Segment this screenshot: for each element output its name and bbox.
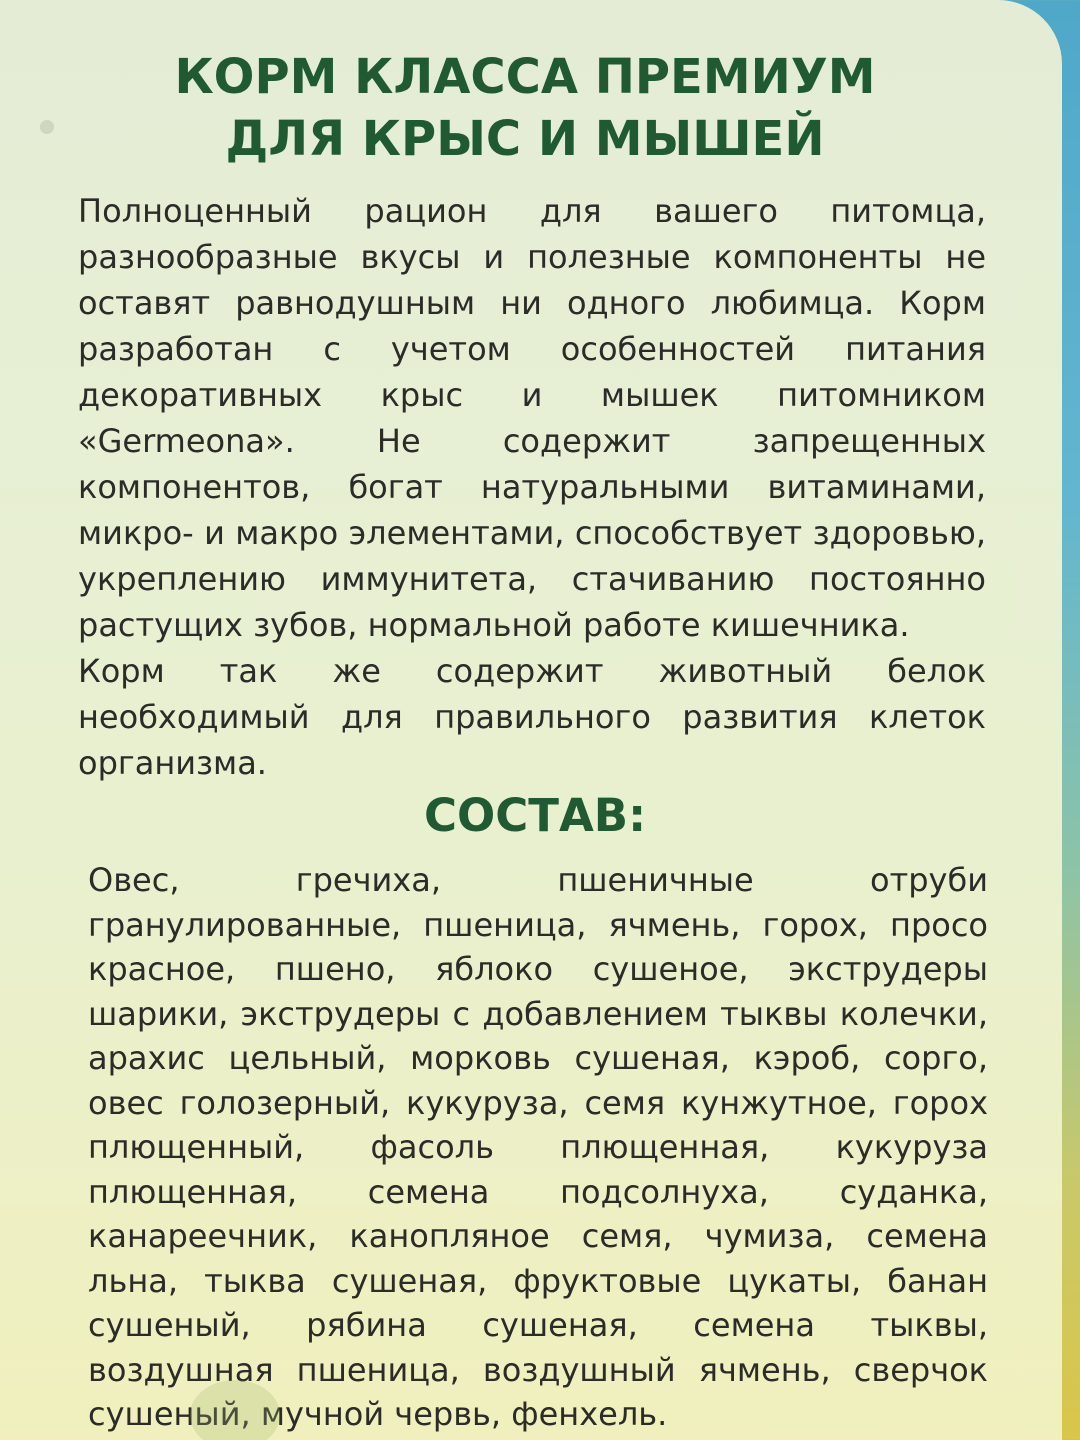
title-line-2: ДЛЯ КРЫС И МЫШЕЙ bbox=[225, 111, 825, 167]
product-description bbox=[78, 188, 986, 786]
title-line-1: КОРМ КЛАССА ПРЕМИУМ bbox=[174, 49, 876, 105]
paper-stain bbox=[40, 120, 54, 134]
description-paragraph-1: Полноценный рацион для вашего питомца, разнообразные вкусы и полезные компоненты не оставят равнодушным ни одного любимца. Корм разработан с учетом особенностей питания декоративных крыс и мышек питомником «Germeona». Не содержит запрещенных компонентов, богат натуральными витаминами, микро- и макро элементами, способствует здоровью, укреплению иммунитета, стачиванию постоянно растущих зубов, нормальной работе кишечника. bbox=[78, 192, 986, 644]
composition-text: Овес, гречиха, пшеничные отруби гранулированные, пшеница, ячмень, горох, просо красное, пшено, яблоко сушеное, экструдеры шарики, экструдеры с добавлением тыквы колечки, арахис цельный, морковь сушеная, кэроб, сорго, овес голозерный, кукуруза, семя кунжутное, горох плющенный, фасоль плющенная, кукуруза плющенная, семена подсолнуха, суданка, канареечник, канопляное семя, чумиза, семена льна, тыква сушеная, фруктовые цукаты, банан сушеный, рябина сушеная, семена тыквы, воздушная пшеница, воздушный ячмень, сверчок сушеный, мучной червь, фенхель. bbox=[88, 861, 988, 1433]
description-paragraph-2: Корм так же содержит животный белок необходимый для правильного развития клеток организма. bbox=[78, 652, 986, 782]
composition-heading: СОСТАВ: bbox=[423, 789, 647, 842]
